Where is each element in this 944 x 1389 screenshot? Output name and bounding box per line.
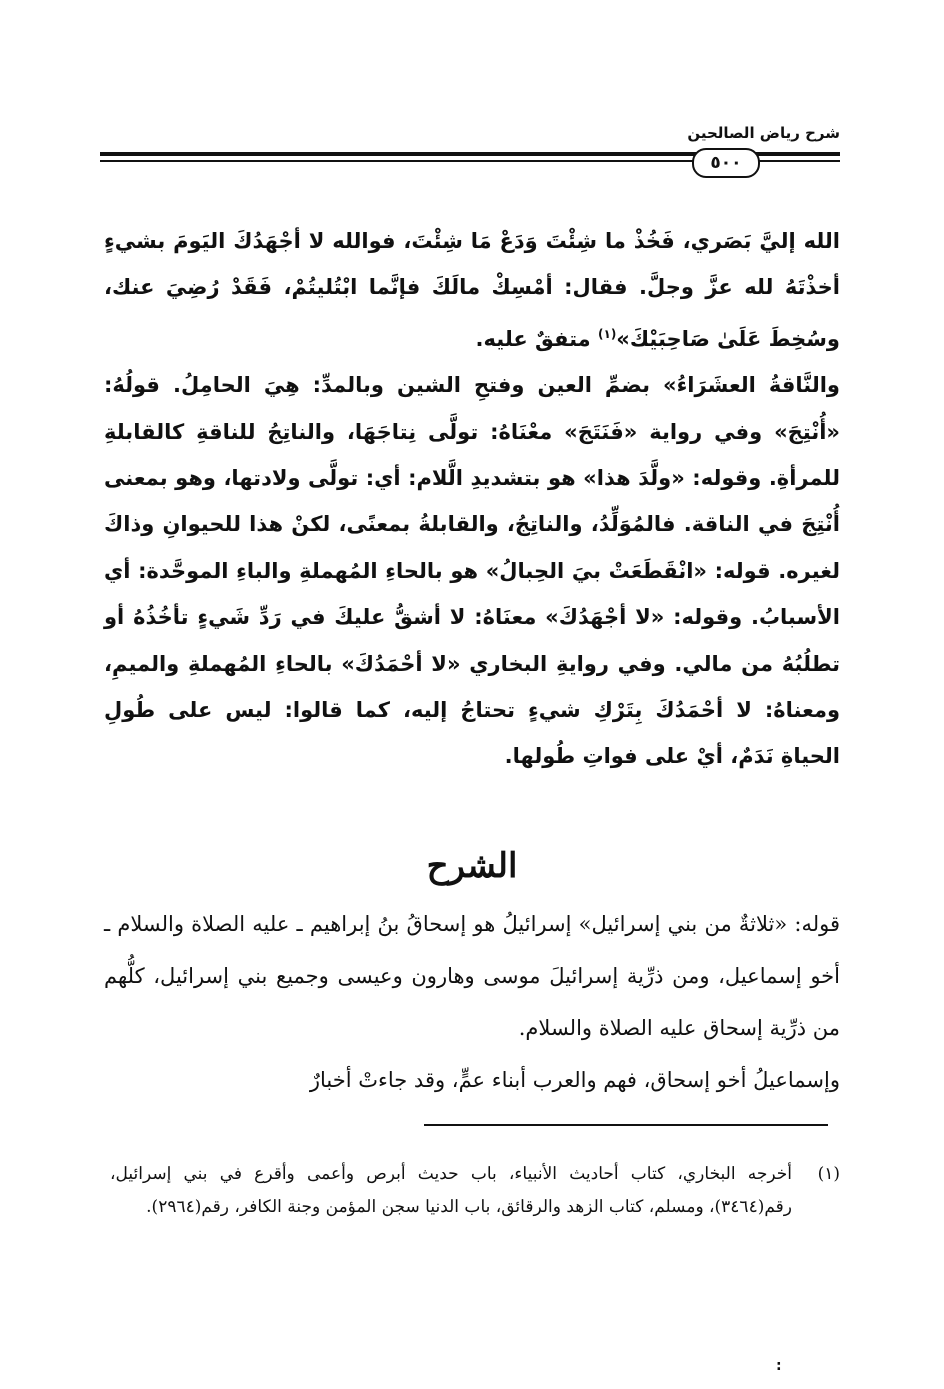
hadith-text-part: الله إليَّ بَصَري، فَخُذْ ما شِئْتَ وَدَعْ مَا شِئْتَ، فوالله لا أجْهَدُكَ اليَومَ بشيءٍ أخذْتَهُ لله عزَّ وجلَّ. فقال: أمْسِكْ مالَكَ فإنَّما ابْتُليتُمْ، فَقَدْ رُضِيَ عنك، وسُخِطَ عَلَىٰ صَاحِبَيْكَ» [104,229,840,351]
book-title: شرح رياض الصالحين [687,124,840,142]
hadith-paragraph-2: والنَّاقةُ العشَرَاءُ» بضمِّ العين وفتحِ الشين وبالمدِّ: هِيَ الحامِلُ. قولُهُ: «أُنْتِجَ» وفي رواية «فَنَتَجَ» معْنَاهُ: تولَّى نِتاجَهَا، والناتِجُ للناقةِ كالقابلةِ للمرأةِ. وقوله: «ولَّدَ هذا» هو بتشديدِ الَّلام: أي: تولَّى ولادتها، وهو بمعنى أُنْتِجَ في الناقة. فالمُوَلِّدُ، والناتِجُ، والقابلةُ بمعنًى، لكنْ هذا للحيوانِ وذاكَ لغيره. قوله: «انْقَطَعَتْ بيَ الحِبالُ» هو بالحاءِ المُهملةِ والباءِ الموحَّدة: أي الأسبابُ. وقوله: «لا أجْهَدُكَ» معنَاهُ: لا أشقُّ عليكَ في رَدِّ شَيءٍ تأخُذُهُ أو تطلُبُهُ من مالي. وفي روايةِ البخاري «لا أحْمَدُكَ» بالحاءِ المُهملةِ والميمِ، ومعناهُ: لا أحْمَدُكَ بِتَرْكِ شيءٍ تحتاجُ إليه، كما قالوا: ليس على طُولِ الحياةِ نَدَمٌ، أيْ على فواتِ طُولها. [104,373,840,769]
sharh-heading: الشرح [426,846,518,886]
hadith-paragraph-1 [104,218,840,362]
footnote-reference: (١) [598,326,617,341]
sharh-paragraph-1: قوله: «ثلاثةٌ من بني إسرائيل» إسرائيلُ هو إسحاقُ بنُ إبراهيم ـ عليه الصلاة والسلام ـ أخو إسماعيل، ومن ذرِّية إسرائيلَ موسى وهارون وعيسى وجميع بني إسرائيل، كلُّهم من ذرِّية إسحاق عليه الصلاة والسلام. [104,912,840,1040]
page-number: ٥٠٠ [692,148,760,178]
footnote-divider [424,1124,828,1126]
page-header [100,118,840,178]
sharh-text [104,898,840,1106]
sharh-paragraph-2: وإسماعيلُ أخو إسحاق، فهم والعرب أبناء عمٍّ، وقد جاءتْ أخبارٌ [309,1068,840,1092]
page-mark: : [776,1358,782,1374]
hadith-text [104,218,840,780]
hadith-text-end: متفقٌ عليه. [475,326,598,351]
footnote-text: أخرجه البخاري، كتاب أحاديث الأنبياء، باب حديث أبرص وأعمى وأقرع في بني إسرائيل، رقم(٣٤٦٤)، ومسلم، كتاب الزهد والرقائق، باب الدنيا سجن المؤمن وجنة الكافر، رقم(٢٩٦٤). [110,1164,792,1217]
footnote [110,1158,840,1224]
footnote-marker: (١) [817,1164,840,1184]
